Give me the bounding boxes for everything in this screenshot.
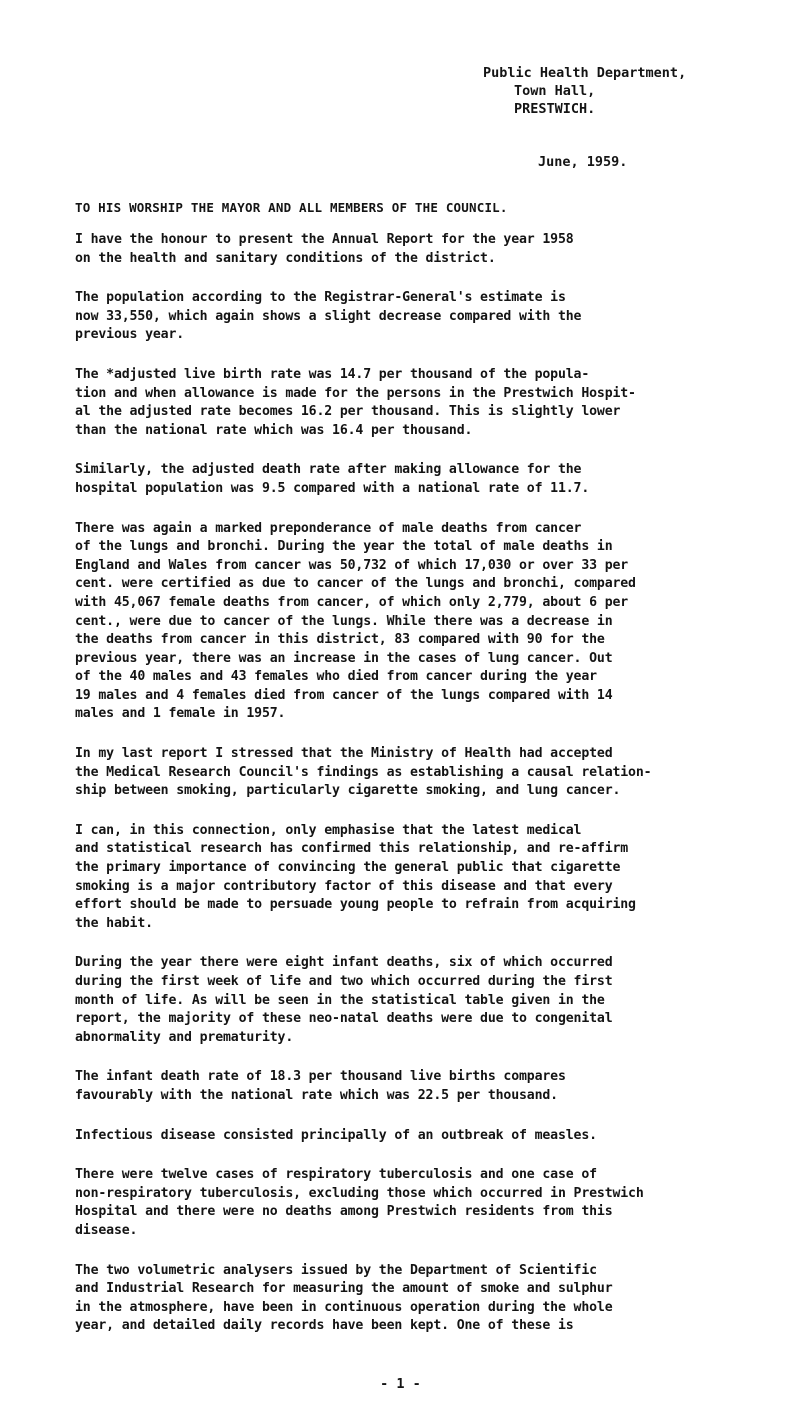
report-body: [75, 231, 785, 1357]
letter-date: June, 1959.: [538, 154, 628, 170]
paragraph-tuberculosis: There were twelve cases of respiratory tuberculosis and one case of non-respiratory tuberculosis, excluding those which occurred in Prestwich Hospital and there were no deaths among Prestwich residents from this disease.: [75, 1167, 644, 1238]
address-line-building: Town Hall,: [514, 83, 596, 99]
paragraph-death-rate: Similarly, the adjusted death rate after making allowance for the hospital population was 9.5 compared with a national rate of 11.7.: [75, 462, 590, 496]
paragraph-birth-rate: The *adjusted live birth rate was 14.7 per thousand of the popula- tion and when allowance is made for the persons in the Prestwich Hospit- al the adjusted rate becomes 16.2 per thousand. This is slightly lower than the national rate which was 16.4 per thousand.: [75, 366, 636, 438]
address-line-department: Public Health Department,: [483, 65, 687, 81]
paragraph-infant-deaths: During the year there were eight infant deaths, six of which occurred during the first week of life and two which occurred during the first month of life. As will be seen in the statistical table given in the report, the majority of these neo-natal deaths were due to congenital abnormality and prematurity.: [75, 955, 613, 1045]
paragraph-infectious-disease: Infectious disease consisted principally of an outbreak of measles.: [75, 1127, 597, 1143]
sender-address: [483, 64, 783, 118]
paragraph-smoking-findings: In my last report I stressed that the Ministry of Health had accepted the Medical Research Council's findings as establishing a causal relation- ship between smoking, particularly cigarette smoking, and lung cancer.: [75, 746, 652, 799]
paragraph-introduction: I have the honour to present the Annual Report for the year 1958 on the health and sanitary conditions of the district.: [75, 232, 574, 266]
paragraph-air-analysers: The two volumetric analysers issued by the Department of Scientific and Industrial Research for measuring the amount of smoke and sulphur in the atmosphere, have been in continuous operation during the whole year, and detailed daily records have been kept. One of these is: [75, 1262, 613, 1334]
salutation: TO HIS WORSHIP THE MAYOR AND ALL MEMBERS OF THE COUNCIL.: [75, 200, 508, 215]
paragraph-cancer-deaths: There was again a marked preponderance of male deaths from cancer of the lungs and bronchi. During the year the total of male deaths in England and Wales from cancer was 50,732 of which 17,030 or over 33 per cent. were certified as due to cancer of the lungs and bronchi, compared with 45,067 female deaths from cancer, of which only 2,779, about 6 per cent., were due to cancer of the lungs. While there was a decrease in the deaths from cancer in this district, 83 compared with 90 for the previous year, there was an increase in the cases of lung cancer. Out of the 40 males and 43 females who died from cancer during the year 19 males and 4 females died from cancer of the lungs compared with 14 males and 1 female in 1957.: [75, 520, 636, 722]
paragraph-smoking-emphasis: I can, in this connection, only emphasise that the latest medical and statistical research has confirmed this relationship, and re-affirm the primary importance of convincing the general public that cigarette smoking is a major contributory factor of this disease and that every effort should be made to persuade young people to refrain from acquiring the habit.: [75, 822, 636, 931]
page-number: - 1 -: [380, 1376, 421, 1392]
paragraph-population: The population according to the Registrar-General's estimate is now 33,550, which again shows a slight decrease compared with the previous year.: [75, 290, 582, 343]
address-line-town: PRESTWICH.: [514, 101, 596, 117]
paragraph-infant-death-rate: The infant death rate of 18.3 per thousand live births compares favourably with the national rate which was 22.5 per thousand.: [75, 1069, 566, 1103]
